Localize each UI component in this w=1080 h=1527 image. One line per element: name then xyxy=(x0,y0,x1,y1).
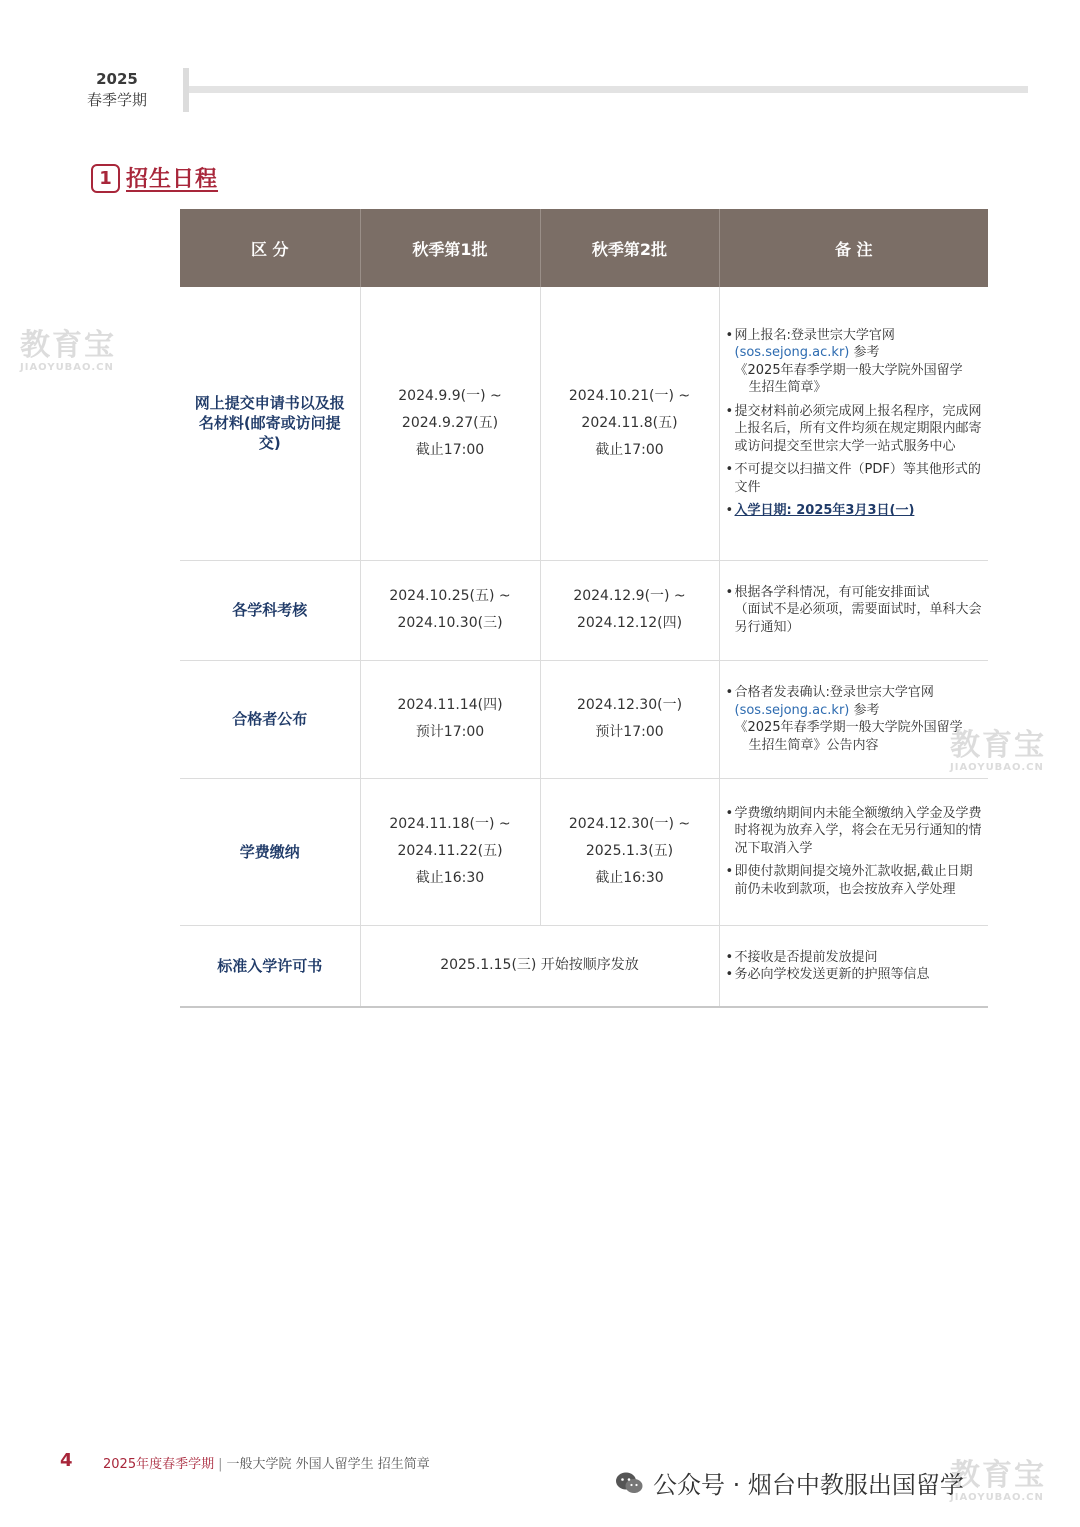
date-line: 截止17:00 xyxy=(595,441,664,458)
date-line: 2024.10.21(一) ~ xyxy=(568,387,691,404)
row-batch1-dates xyxy=(360,287,540,560)
note-text: 参考 xyxy=(853,702,880,718)
header-term: 春季学期 xyxy=(86,91,147,109)
footer-term: 2025年度春季学期 xyxy=(103,1457,215,1472)
website-link[interactable]: (sos.sejong.ac.kr) xyxy=(734,345,850,361)
row-notes xyxy=(719,925,988,1007)
watermark-logo xyxy=(20,330,116,373)
date-line: 2024.9.27(五) xyxy=(401,414,499,431)
watermark-logo xyxy=(950,730,1046,773)
row-batch1-dates xyxy=(360,778,540,925)
row-category: 各学科考核 xyxy=(180,560,360,660)
row-batch2-dates xyxy=(540,660,719,778)
row-batch2-dates xyxy=(540,778,719,925)
note-text: （面试不是必须项，需要面试时，单科大会另行通知） xyxy=(734,602,982,635)
row-merged-dates: 2025.1.15(三) 开始按顺序发放 xyxy=(360,925,719,1007)
table-header-row xyxy=(180,209,988,287)
note-item: • 务必向学校发送更新的护照等信息 xyxy=(726,966,983,983)
header-divider-horizontal xyxy=(189,86,1028,93)
date-line: 2024.11.18(一) ~ xyxy=(389,816,511,832)
row-category: 网上提交申请书以及报名材料(邮寄或访问提交) xyxy=(180,287,360,560)
row-batch1-dates xyxy=(360,560,540,660)
table-row xyxy=(180,778,988,925)
row-batch1-dates xyxy=(360,660,540,778)
watermark-url: JIAOYUBAO.CN xyxy=(20,362,114,373)
date-line: 截止16:30 xyxy=(415,870,485,886)
date-line: 预计17:00 xyxy=(595,724,664,740)
row-notes xyxy=(719,778,988,925)
table-row xyxy=(180,560,988,660)
footer-separator: | xyxy=(218,1457,223,1472)
note-text: 生招生简章》公告内容 xyxy=(748,737,879,753)
date-line: 2024.11.14(四) xyxy=(397,697,503,713)
column-header-category: 区 分 xyxy=(180,209,360,287)
row-batch2-dates xyxy=(540,560,719,660)
watermark-url: JIAOYUBAO.CN xyxy=(950,1492,1044,1503)
watermark-text: 教育宝 xyxy=(950,728,1046,763)
footer-doc-title: 一般大学院 外国人留学生 招生简章 xyxy=(226,1457,430,1472)
note-item: • 不接收是否提前发放提问 xyxy=(726,949,983,966)
column-header-batch2: 秋季第2批 xyxy=(540,209,719,287)
date-line: 截止16:30 xyxy=(595,870,664,886)
column-header-notes: 备 注 xyxy=(719,209,988,287)
note-item xyxy=(726,684,983,754)
row-category: 学费缴纳 xyxy=(180,778,360,925)
wechat-icon xyxy=(615,1471,643,1495)
date-line: 2024.12.9(一) ~ xyxy=(573,588,686,604)
note-item xyxy=(726,584,983,637)
row-notes xyxy=(719,560,988,660)
wechat-account-label xyxy=(615,1465,964,1500)
footer-caption xyxy=(103,1453,430,1472)
row-category: 标准入学许可书 xyxy=(180,925,360,1007)
header-year: 2025 xyxy=(96,70,138,88)
date-line: 2024.10.25(五) ~ xyxy=(389,588,511,604)
date-line: 2024.12.30(一) xyxy=(576,697,683,713)
note-text: 网上报名:登录世宗大学官网 xyxy=(734,327,895,343)
note-text: 《2025年春季学期一般大学院外国留学 xyxy=(734,720,963,735)
note-item xyxy=(726,327,983,397)
wechat-label-text: 公众号 · 烟台中教服出国留学 xyxy=(653,1471,964,1499)
row-category: 合格者公布 xyxy=(180,660,360,778)
date-line: 2025.1.3(五) xyxy=(585,843,674,859)
table-row xyxy=(180,925,988,1007)
date-line: 2024.11.8(五) xyxy=(581,414,678,431)
note-text: 参考 xyxy=(853,345,880,361)
date-line: 预计17:00 xyxy=(415,724,485,740)
watermark-logo xyxy=(950,1460,1046,1503)
watermark-text: 教育宝 xyxy=(950,1458,1046,1493)
website-link[interactable]: (sos.sejong.ac.kr) xyxy=(734,702,850,718)
date-line: 截止17:00 xyxy=(415,441,485,458)
note-text: 合格者发表确认:登录世宗大学官网 xyxy=(734,685,934,700)
note-item: • 即使付款期间提交境外汇款收据,截止日期前仍未收到款项，也会按放弃入学处理 xyxy=(726,863,983,898)
section-title: 招生日程 xyxy=(126,167,219,192)
schedule-table xyxy=(180,209,988,1008)
table-row xyxy=(180,287,988,560)
entry-date-note: 入学日期: 2025年3月3日(一) xyxy=(734,503,915,519)
date-line: 2024.12.30(一) ~ xyxy=(568,816,691,832)
date-line: 2024.9.9(一) ~ xyxy=(398,387,502,404)
page-number: 4 xyxy=(60,1450,73,1471)
date-line: 2024.11.22(五) xyxy=(397,843,503,859)
note-text: 生招生简章》 xyxy=(748,380,827,396)
note-item: • 学费缴纳期间内未能全额缴纳入学金及学费时将视为放弃入学，将会在无另行通知的情况下取消入学 xyxy=(726,805,983,858)
note-item: • 提交材料前必须完成网上报名程序，完成网上报名后，所有文件均须在规定期限内邮寄或访问提交至世宗大学一站式服务中心 xyxy=(726,403,983,456)
row-notes xyxy=(719,287,988,560)
row-batch2-dates xyxy=(540,287,719,560)
date-line: 2024.12.12(四) xyxy=(576,615,683,631)
note-text: 《2025年春季学期一般大学院外国留学 xyxy=(734,362,963,378)
watermark-text: 教育宝 xyxy=(20,328,116,363)
section-number-badge: 1 xyxy=(91,164,120,193)
note-text: 根据各学科情况，有可能安排面试 xyxy=(734,584,930,600)
watermark-url: JIAOYUBAO.CN xyxy=(950,762,1044,773)
date-line: 2024.10.30(三) xyxy=(397,615,503,631)
note-item xyxy=(726,502,983,520)
row-notes xyxy=(719,660,988,778)
column-header-batch1: 秋季第1批 xyxy=(360,209,540,287)
table-row xyxy=(180,660,988,778)
note-item: • 不可提交以扫描文件（PDF）等其他形式的文件 xyxy=(726,461,983,496)
